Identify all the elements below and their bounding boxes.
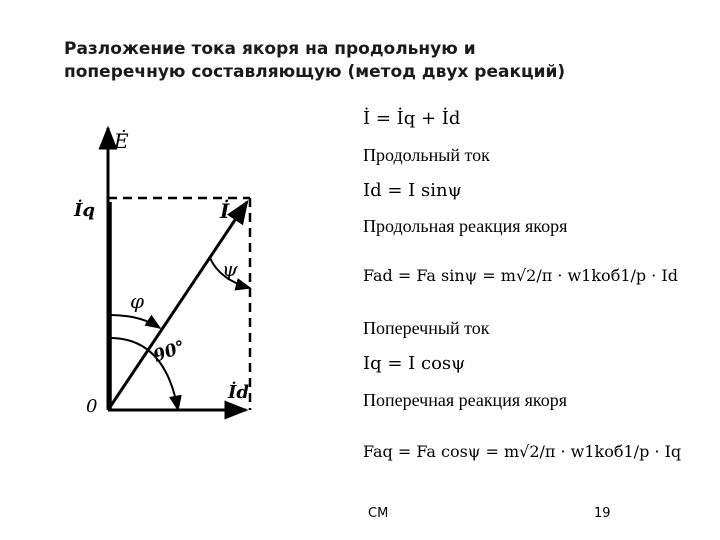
vector-diagram [70, 110, 290, 420]
formula-iq: Iq = I cosψ [363, 353, 466, 374]
formula-current-sum: İ = İq + İd [363, 108, 461, 129]
footer-page-number: 19 [594, 506, 611, 521]
slide-title [64, 38, 684, 84]
label-iq: İq [74, 200, 96, 221]
label-origin: 0 [86, 396, 98, 417]
formula-fad: Fad = Fa sinψ = m√2/π · w1kоб1/p · Id [363, 266, 678, 285]
label-e: Ė [114, 129, 129, 153]
label-transverse-reaction: Поперечная реакция якоря [363, 390, 567, 410]
label-phi: φ [130, 289, 145, 313]
formula-faq: Faq = Fa cosψ = m√2/π · w1kоб1/p · Iq [363, 442, 682, 461]
label-angle: 90° [150, 336, 188, 367]
label-i: İ [220, 199, 230, 223]
label-longitudinal-reaction: Продольная реакция якоря [363, 216, 568, 236]
label-id: İd [228, 382, 250, 403]
slide-title-line-1: Разложение тока якоря на продольную и [64, 39, 476, 59]
footer-author: СМ [368, 506, 389, 521]
formula-id: Id = I sinψ [363, 180, 462, 201]
i-vector [108, 202, 250, 410]
label-longitudinal-current: Продольный ток [363, 145, 490, 165]
slide-title-line-2: поперечную составляющую (метод двух реакций) [64, 62, 566, 82]
label-psi: ψ [222, 257, 238, 281]
phi-arc [110, 315, 160, 328]
label-transverse-current: Поперечный ток [363, 318, 490, 338]
